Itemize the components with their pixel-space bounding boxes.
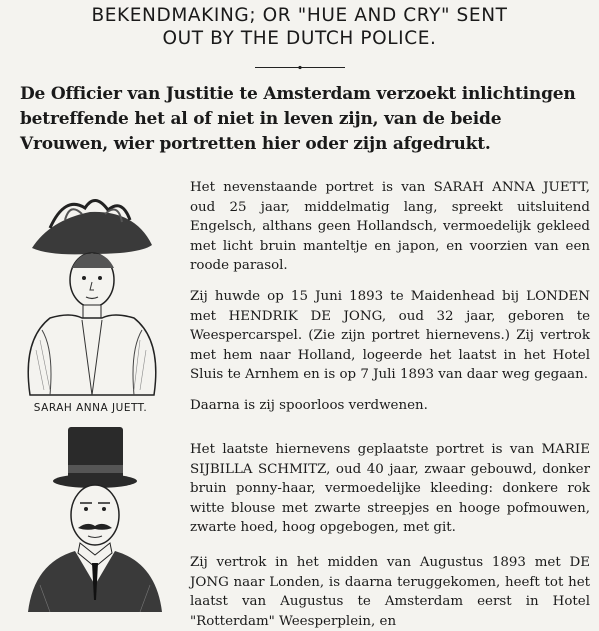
headline — [0, 4, 599, 50]
ornamental-rule — [255, 65, 345, 70]
intro-paragraph: De Officier van Justitie te Amsterdam verzoekt inlichtingen betreffende het al of niet in leven zijn, van de beide Vrouwen, wier portretten hier oder zijn afgedrukt. — [20, 84, 576, 154]
headline-line-1: BEKENDMAKING; OR "HUE AND CRY" SENT — [91, 5, 508, 26]
woman-portrait-illustration — [10, 190, 170, 400]
paragraph-departure: Zij vertrok in het midden van Augustus 1893 met DE JONG naar Londen, is daarna teruggekomen, heeft tot het laatst van Augustus te Amsterdam eerst in Hotel "Rotterdam" Weesperplein, en — [190, 555, 590, 629]
woman-portrait-caption: SARAH ANNA JUETT. — [33, 402, 148, 414]
paragraph-disappeared: Daarna is zij spoorloos verdwenen. — [190, 398, 428, 413]
headline-line-2: OUT BY THE DUTCH POLICE. — [162, 28, 437, 49]
paragraph-marie-description: Het laatste hiernevens geplaatste portret is van MARIE SIJBILLA SCHMITZ, oud 40 jaar, zwaar gebouwd, donker bruin ponny-haar, vermoedelijke kleeding: donkere rok witte blouse met zwarte streepjes en hooge pofmouwen, zwarte hoed, hoog opgebogen, met git. — [190, 442, 590, 535]
paragraph-sarah-description: Het nevenstaande portret is van SARAH ANNA JUETT, oud 25 jaar, middelmatig lang, spreekt uitsluitend Engelsch, althans geen Hollandsch, vermoedelijk gekleed met licht bruin manteltje en japon, en voorzien van een roode parasol. — [190, 180, 590, 273]
man-portrait-illustration — [20, 425, 170, 612]
paragraph-marriage: Zij huwde op 15 Juni 1893 te Maidenhead bij LONDEN met HENDRIK DE JONG, oud 32 jaar, geboren te Weespercarspel. (Zie zijn portret hiernevens.) Zij vertrok met hem naar Holland, logeerde het laatst in het Hotel Sluis te Arnhem en is op 7 Juli 1893 van daar weg gegaan. — [190, 289, 590, 382]
